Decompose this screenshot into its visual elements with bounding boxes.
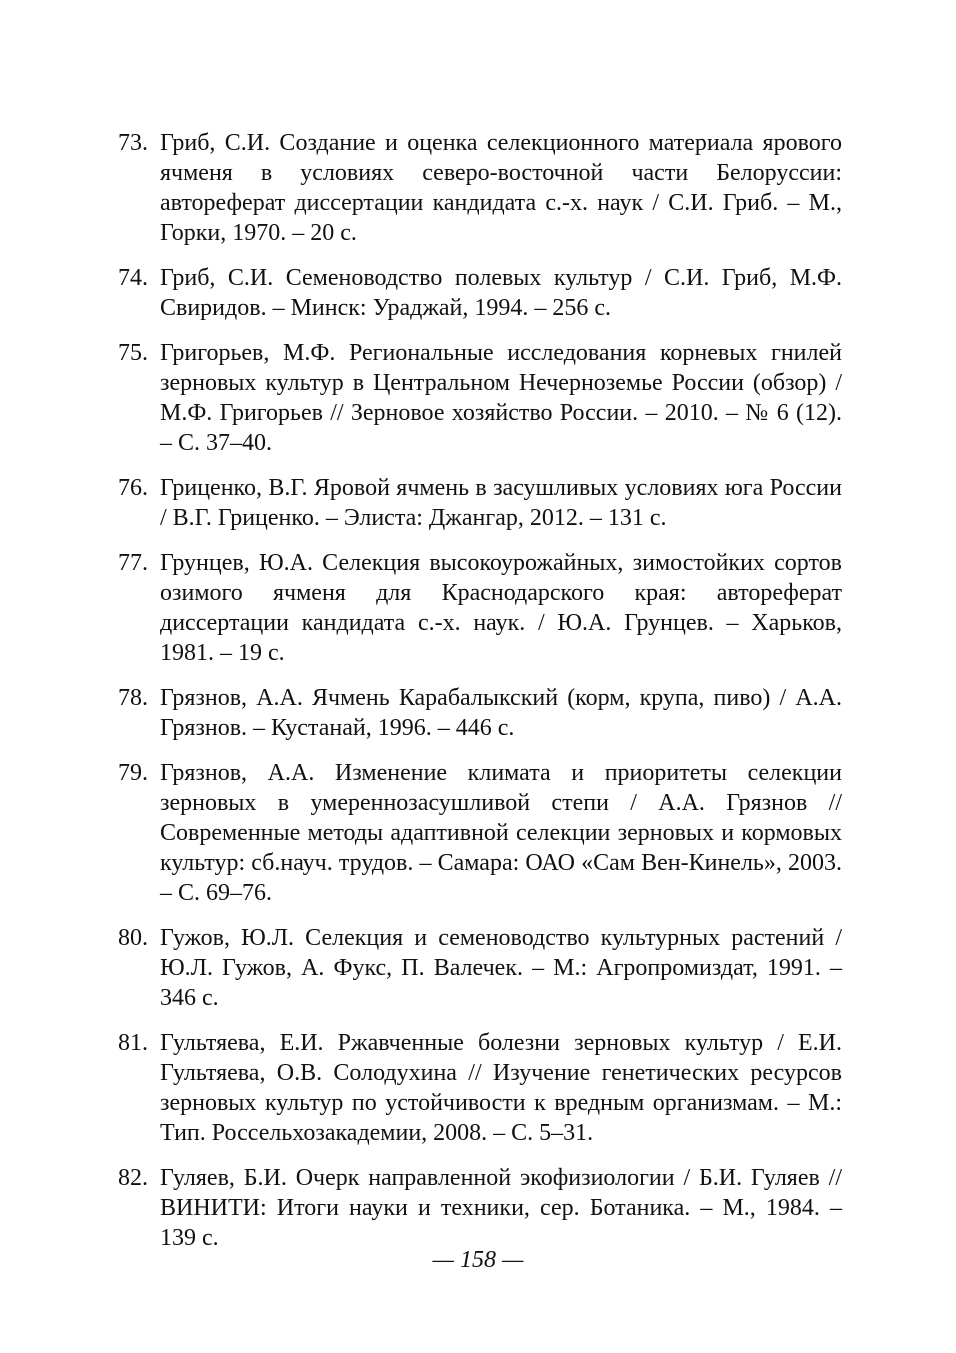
reference-text: Гриценко, В.Г. Яровой ячмень в засушливых условиях юга России / В.Г. Гриценко. – Элиста: Джангар, 2012. – 131 с.	[160, 475, 842, 531]
reference-item	[118, 1163, 842, 1253]
reference-number: 73.	[118, 130, 148, 156]
reference-item	[118, 548, 842, 668]
reference-item	[118, 923, 842, 1013]
reference-number: 78.	[118, 685, 148, 711]
reference-number: 81.	[118, 1030, 148, 1056]
reference-text: Гультяева, Е.И. Ржавченные болезни зерновых культур / Е.И. Гультяева, О.В. Солодухина // Изучение генетических ресурсов зерновых культур по устойчивости к вредным организмам. – М.: Тип. Россельхозакадемии, 2008. – С. 5–31.	[160, 1030, 842, 1146]
reference-text: Григорьев, М.Ф. Региональные исследования корневых гнилей зерновых культур в Центральном Нечерноземье России (обзор) / М.Ф. Григорьев // Зерновое хозяйство России. – 2010. – № 6 (12). – С. 37–40.	[160, 340, 842, 456]
reference-text: Грунцев, Ю.А. Селекция высокоурожайных, зимостойких сортов озимого ячменя для Краснодарского края: автореферат диссертации кандидата с.-х. наук. / Ю.А. Грунцев. – Харьков, 1981. – 19 с.	[160, 550, 842, 666]
reference-item	[118, 473, 842, 533]
reference-item	[118, 683, 842, 743]
reference-item	[118, 128, 842, 248]
reference-number: 82.	[118, 1165, 148, 1191]
reference-number: 77.	[118, 550, 148, 576]
reference-item	[118, 758, 842, 908]
reference-list	[118, 128, 842, 1268]
reference-number: 80.	[118, 925, 148, 951]
reference-text: Гриб, С.И. Семеноводство полевых культур / С.И. Гриб, М.Ф. Свиридов. – Минск: Ураджай, 1994. – 256 с.	[160, 265, 842, 321]
reference-item	[118, 1028, 842, 1148]
reference-text: Гриб, С.И. Создание и оценка селекционного материала ярового ячменя в условиях северо-восточной части Белоруссии: автореферат диссертации кандидата с.-х. наук / С.И. Гриб. – М., Горки, 1970. – 20 с.	[160, 130, 842, 246]
reference-text: Гужов, Ю.Л. Селекция и семеноводство культурных растений / Ю.Л. Гужов, А. Фукс, П. Валечек. – М.: Агропромиздат, 1991. – 346 с.	[160, 925, 842, 1011]
reference-number: 79.	[118, 760, 148, 786]
reference-text: Грязнов, А.А. Ячмень Карабалыкский (корм, крупа, пиво) / А.А. Грязнов. – Кустанай, 1996. – 446 с.	[160, 685, 842, 741]
reference-item	[118, 263, 842, 323]
reference-number: 75.	[118, 340, 148, 366]
reference-text: Гуляев, Б.И. Очерк направленной экофизиологии / Б.И. Гуляев // ВИНИТИ: Итоги науки и техники, сер. Ботаника. – М., 1984. – 139 с.	[160, 1165, 842, 1251]
page-number: — 158 —	[432, 1247, 524, 1273]
reference-text: Грязнов, А.А. Изменение климата и приоритеты селекции зерновых в умереннозасушливой степи / А.А. Грязнов // Современные методы адаптивной селекции зерновых и кормовых культур: сб.науч. трудов. – Самара: ОАО «Сам Вен-Кинель», 2003. – С. 69–76.	[160, 760, 842, 906]
reference-number: 76.	[118, 475, 148, 501]
reference-number: 74.	[118, 265, 148, 291]
reference-item	[118, 338, 842, 458]
